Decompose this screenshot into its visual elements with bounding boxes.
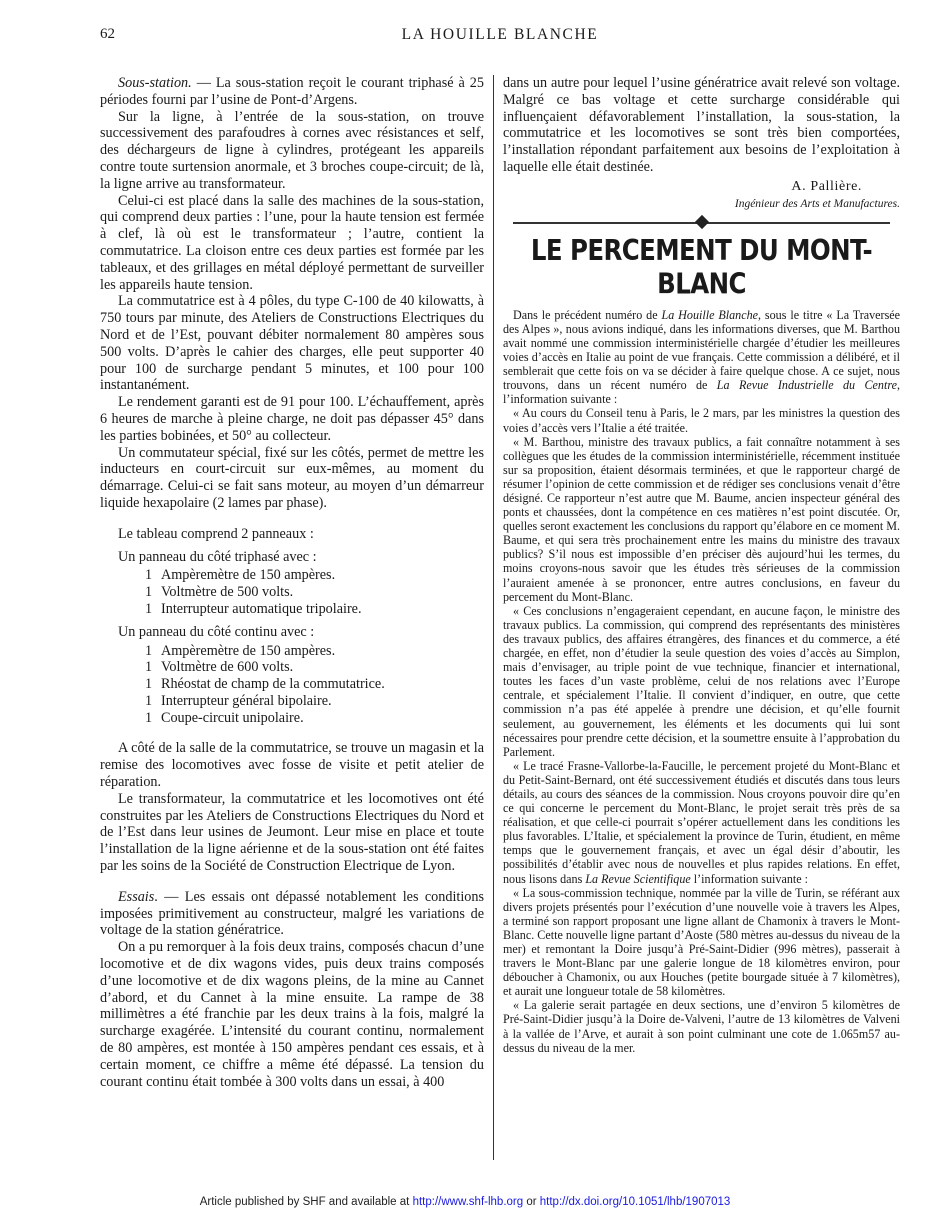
right-column: [503, 75, 900, 1055]
page-footer: Article published by SHF and available at http://www.shf-lhb.org or http://dx.doi.org/10.1051/lhb/1907013: [199, 1196, 731, 1208]
paragraph: « La galerie serait partagée en deux sections, une d’environ 5 kilomètres de Pré-Saint-Didier jusqu’à la Doire de-Valveni, l’autre de 13 kilomètres de Valveni à la vallée de l’Arve, et aurait à son point culminant une cote de 1.065m57 au-dessus du niveau de la mer.: [503, 998, 900, 1055]
section-head-essais: Essais: [118, 888, 155, 905]
article-title: LE PERCEMENT DU MONT-BLANC: [530, 233, 873, 301]
list-item: 1 Interrupteur général bipolaire.: [145, 692, 332, 709]
panel-1-title: Un panneau du côté triphasé avec :: [118, 548, 317, 565]
paragraph: On a pu remorquer à la fois deux trains, composés chacun d’une locomotive et de dix wagons vides, puis deux trains composés d’une locomotive et de dix wagons pleins, de la mine au Cannet d’abord, et du Cannet à la mine ensuite. La rampe de 38 millimètres a été franchie par les deux trains à la fois, malgré la surcharge exagérée. L’intensité du courant continu, normalement de 80 ampères, est montée à 150 ampères pendant ces essais, et à certain moment, ce chiffre a même été dépassé. La tension du courant continu était tombée à 300 volts dans un essai, à 400: [100, 939, 484, 1090]
paragraph: Un commutateur spécial, fixé sur les côtés, permet de mettre les inducteurs en court-circuit sur eux-mêmes, au moment du démarrage. Celui-ci se fait sans moteur, au moyen d’un démarreur liquide hexapolaire (2 lames par phase).: [100, 444, 484, 511]
paragraph-continuation: dans un autre pour lequel l’usine génératrice avait relevé son voltage. Malgré ce bas voltage et cette surcharge considérable qui influençaient défavorablement l’installation, la sous-station, la commutatrice et les locomotives se sont très bien comportées, l’installation répondant parfaitement aux besoins de l’exploitation à laquelle elle était destinée.: [503, 75, 900, 175]
page-number: 62: [100, 26, 115, 42]
shf-link[interactable]: http://www.shf-lhb.org: [412, 1196, 524, 1208]
paragraph: « M. Barthou, ministre des travaux publics, a fait connaître notamment à ses collègues que les études de la commission interministérielle, récemment instituée sur sa proposition, étaient désormais terminées, et que le rapporteur chargé de résumer l’opinion de cette commission et de rédiger ses conclusions venait d’être désigné. Ce rapporteur n’est autre que M. Baume, ancien inspecteur général des ponts et chaussées, dont la compétence en ces matières n’est point discutée. Or, quelles seront exactement les conclusions du rapport qu’élabore en ce moment M. Baume, et qui sera très prochainement entre les mains du ministre des travaux publics? S’il nous est impossible d’en préciser dès aujourd’hui les termes, du moins croyons-nous savoir que les études très sérieuses de la commission l’auraient amenée à se prononcer, entre autres conclusions, en faveur du percement du Mont-Blanc.: [503, 434, 900, 604]
left-column: [100, 75, 484, 1090]
paragraph: Sur la ligne, à l’entrée de la sous-station, on trouve successivement des parafoudres à cornes avec résistances et self, des déchargeurs de ligne à cylindres, protégeant les appareils contre toute surtension anormale, et 3 broches coupe-circuit; de là, la ligne arrive au transformateur.: [100, 108, 484, 192]
article-body: [503, 308, 900, 1055]
panel-2-list: [100, 643, 484, 727]
author-signature: A. Pallière.: [791, 178, 862, 194]
paragraph: Le transformateur, la commutatrice et les locomotives ont été construites par les Ateliers de Constructions Electriques du Nord et de l’Est dans leur usines de Jeumont. Leur mise en place et toute l’installation de la ligne aérienne et de la sous-station ont été faites par les soins de la Société de Construction Electrique de Lyon.: [100, 790, 484, 875]
list-item: 1 Rhéostat de champ de la commutatrice.: [145, 676, 385, 693]
author-title: Ingénieur des Arts et Manufactures.: [734, 197, 900, 210]
section-head-sous-station: Sous-station.: [118, 75, 192, 91]
paragraph-essais: Essais. — Les essais ont dépassé notablement les conditions imposées primitivement au constructeur, malgré les variations de voltage de la station génératrice.: [100, 888, 484, 939]
paragraph: Celui-ci est placé dans la salle des machines de la sous-station, qui comprend deux parties : l’une, pour la haute tension est fermée à clef, là où est le transformateur ; l’autre, contient la commutatrice. La cloison entre ces deux parties est formée par les tableaux, et des grillages en métal déployé permettant de surveiller les appareils haute tension.: [100, 192, 484, 293]
paragraph: « La sous-commission technique, nommée par la ville de Turin, se référant aux divers projets présentés pour l’exécution d’une nouvelle voie à travers les Alpes, a terminé son rapport proposant une ligne allant de Chamonix à travers le Mont-Blanc. Cette nouvelle ligne partant d’Aoste (580 mètres au-dessus du niveau de la mer) et remontant la Doire jusqu’à Pré-Saint-Didier (996 mètres), passerait à travers le Mont-Blanc par une galerie longue de 18 kilomètres environ, pour déboucher à Chamonix, ou aux Houches (petite bourgade située à 7 kilomètres), et aurait une longueur totale de 58 kilomètres.: [503, 885, 900, 999]
paragraph: La commutatrice est à 4 pôles, du type C-100 de 40 kilowatts, à 750 tours par minute, des Ateliers de Constructions Electriques du Nord et de l’Est, pouvant débiter normalement 80 ampères sous 500 volts. D’après le cahier des charges, elle peut supporter 40 pour 100 de surcharge pendant 5 minutes, et 100 pour 100 instantanément.: [100, 293, 484, 394]
list-item: 1 Ampèremètre de 150 ampères.: [145, 642, 336, 659]
paragraph: « Ces conclusions n’engageraient cependant, en aucune façon, le ministre des travaux publics. La commission, qui comprend des représentants des ministères des travaux publics, des affaires étrangères, des finances et du commerce, a été chargée, en effet, non d’étudier la seule question des voies d’accès au Simplon, mais d’envisager, au triple point de vue technique, financier et international, toutes les faces d’un vaste problème, celui de nos relations avec l’Europe centrale, et spécialement l’Italie. Il convient d’indiquer, en outre, que cette commission n’a pas été appelée à prendre une décision, et qu’elle fournit seulement, au gouvernement, les éléments et les documents qui lui sont nécessaires pour prendre cette décision, et la soumettre ensuite à l’approbation du Parlement.: [503, 603, 900, 759]
paragraph: « Le tracé Frasne-Vallorbe-la-Faucille, le percement projeté du Mont-Blanc et du Petit-Saint-Bernard, ont été successivement étudiés et discutés dans tous leurs détails, au cours des séances de la commission. Nous croyons pouvoir dire qu’en ce qui concerne le percement du Mont-Blanc, le projet serait très près de sa réalisation, et que celle-ci pourrait s’opérer actuellement dans les conditions les plus favorables. L’Italie, et spécialement la province de Turin, étudient, en même temps que le gouvernement français, et avec un égal désir d’aboutir, les possibilités d’établir avec nous de nouvelles et plus rapides relations. En effet, nous lisons dans La Revue Scientifique l’information suivante :: [503, 758, 900, 886]
doi-link[interactable]: http://dx.doi.org/10.1051/lhb/1907013: [539, 1196, 731, 1208]
panel-1-list: [100, 567, 484, 617]
running-title: LA HOUILLE BLANCHE: [401, 26, 599, 43]
paragraph: A côté de la salle de la commutatrice, se trouve un magasin et la remise des locomotives avec fosse de visite et petit atelier de réparation.: [100, 740, 484, 791]
list-item: 1 Coupe-circuit unipolaire.: [145, 709, 304, 726]
panel-2-title: Un panneau du côté continu avec :: [118, 623, 315, 640]
list-item: 1 Ampèremètre de 150 ampères.: [145, 567, 336, 584]
list-item: 1 Voltmètre de 500 volts.: [145, 584, 294, 601]
paragraph: Dans le précédent numéro de La Houille Blanche, sous le titre « La Traversée des Alpes », nous avions indiqué, dans les informations diverses, que M. Barthou avait nommé une commission interministérielle chargée d’étudier les meilleures voies d’accès en Italie au point de vue français. Cette commission a délibéré, et il semblerait que cette fois on va se décider à faire quelque chose. A ce sujet, nous trouvons, dans un récent numéro de La Revue Industrielle du Centre, l’information suivante :: [503, 307, 901, 407]
paragraph-sous-station: Sous-station. — La sous-station reçoit le courant triphasé à 25 périodes fourni par l’usine de Pont-d’Argens.: [100, 75, 484, 108]
ornament-divider: [503, 216, 900, 230]
list-item: 1 Interrupteur automatique tripolaire.: [145, 600, 362, 617]
paragraph: Le rendement garanti est de 91 pour 100. L’échauffement, après 6 heures de marche à pleine charge, ne doit pas dépasser 45° dans les parties bobinées, et 50° au collecteur.: [100, 394, 484, 444]
tableau-intro: Le tableau comprend 2 panneaux :: [118, 525, 314, 542]
column-rule: [493, 75, 494, 1160]
paragraph: « Au cours du Conseil tenu à Paris, le 2 mars, par les ministres la question des voies d’accès vers l’Italie a été traitée.: [503, 406, 900, 435]
list-item: 1 Voltmètre de 600 volts.: [145, 659, 294, 676]
page-header: [100, 26, 900, 50]
